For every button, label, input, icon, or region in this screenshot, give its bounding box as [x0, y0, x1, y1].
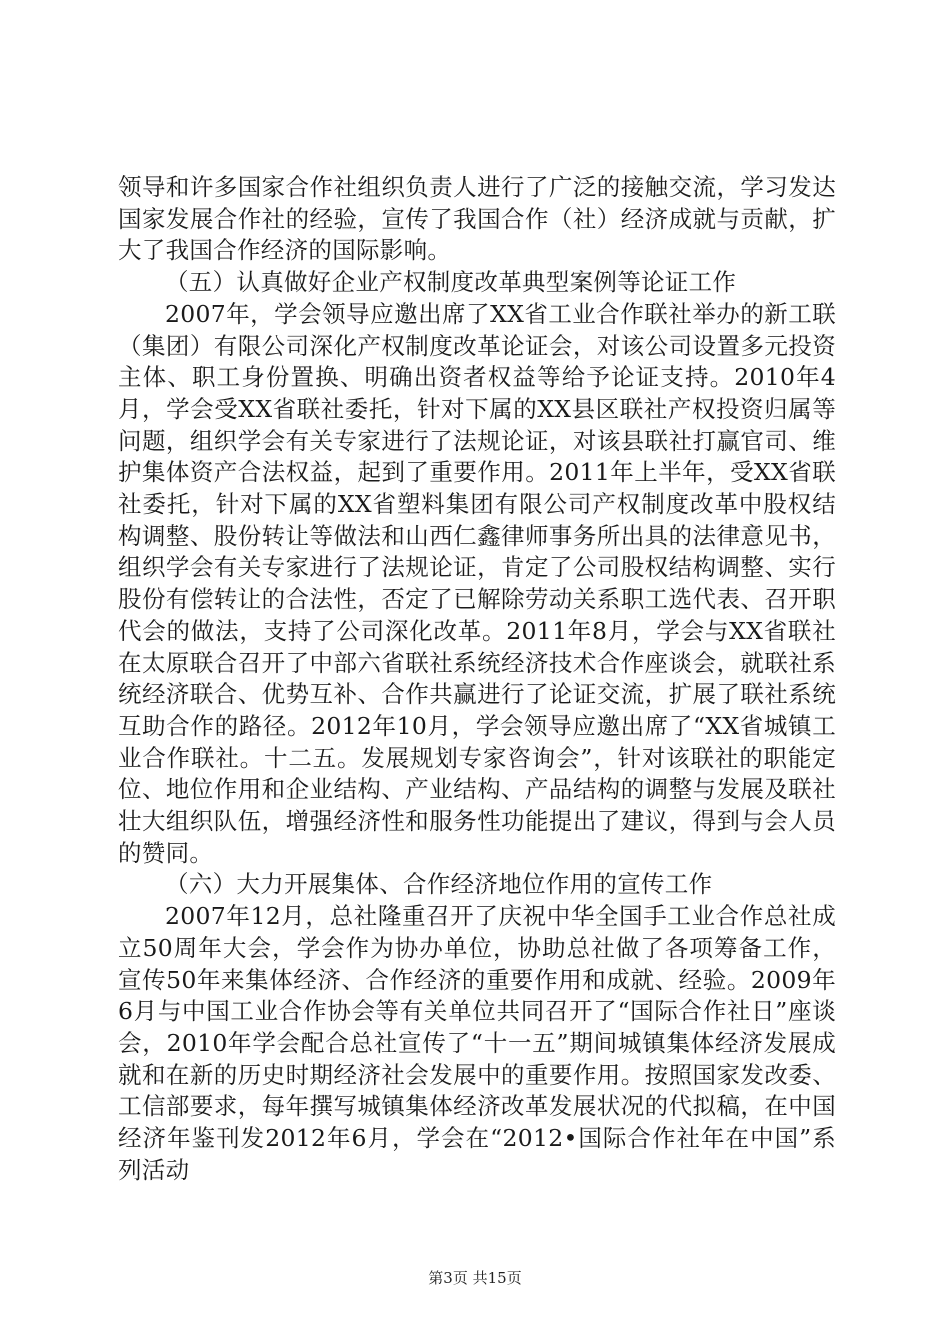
document-body	[118, 172, 836, 1187]
page-footer	[0, 1267, 950, 1288]
section-heading-five: （五）认真做好企业产权制度改革典型案例等论证工作	[165, 268, 737, 297]
paragraph-continuation: 领导和许多国家合作社组织负责人进行了广泛的接触交流，学习发达国家发展合作社的经验，宣传了我国合作（社）经济成就与贡献，扩大了我国合作经济的国际影响。	[118, 173, 836, 265]
paragraph-publicity-work: 2007年12月，总社隆重召开了庆祝中华全国手工业合作总社成立50周年大会，学会作为协办单位，协助总社做了各项筹备工作，宣传50年来集体经济、合作经济的重要作用和成就、经验。2009年6月与中国工业合作协会等有关单位共同召开了“国际合作社日”座谈会，2010年学会配合总社宣传了“十一五”期间城镇集体经济发展成就和在新的历史时期经济社会发展中的重要作用。按照国家发改委、工信部要求，每年撰写城镇集体经济改革发展状况的代拟稿，在中国经济年鉴刊发2012年6月，学会在“2012•国际合作社年在中国”系列活动	[118, 902, 836, 1184]
section-heading-six: （六）大力开展集体、合作经济地位作用的宣传工作	[165, 870, 713, 899]
page-number-label: 第3页 共15页	[428, 1269, 522, 1287]
paragraph-property-reform: 2007年，学会领导应邀出席了XX省工业合作联社举办的新工联（集团）有限公司深化产权制度改革论证会，对该公司设置多元投资主体、职工身份置换、明确出资者权益等给予论证支持。2010年4月，学会受XX省联社委托，针对下属的XX县区联社产权投资归属等问题，组织学会有关专家进行了法规论证，对该县联社打赢官司、维护集体资产合法权益，起到了重要作用。2011年上半年，受XX省联社委托，针对下属的XX省塑料集团有限公司产权制度改革中股权结构调整、股份转让等做法和山西仁鑫律师事务所出具的法律意见书，组织学会有关专家进行了法规论证，肯定了公司股权结构调整、实行股份有偿转让的合法性，否定了已解除劳动关系职工选代表、召开职代会的做法，支持了公司深化改革。2011年8月，学会与XX省联社在太原联合召开了中部六省联社系统经济技术合作座谈会，就联社系统经济联合、优势互补、合作共赢进行了论证交流，扩展了联社系统互助合作的路径。2012年10月，学会领导应邀出席了“XX省城镇工业合作联社。十二五。发展规划专家咨询会”，针对该联社的职能定位、地位作用和企业结构、产业结构、产品结构的调整与发展及联社壮大组织队伍，增强经济性和服务性功能提出了建议，得到与会人员的赞同。	[118, 299, 836, 867]
